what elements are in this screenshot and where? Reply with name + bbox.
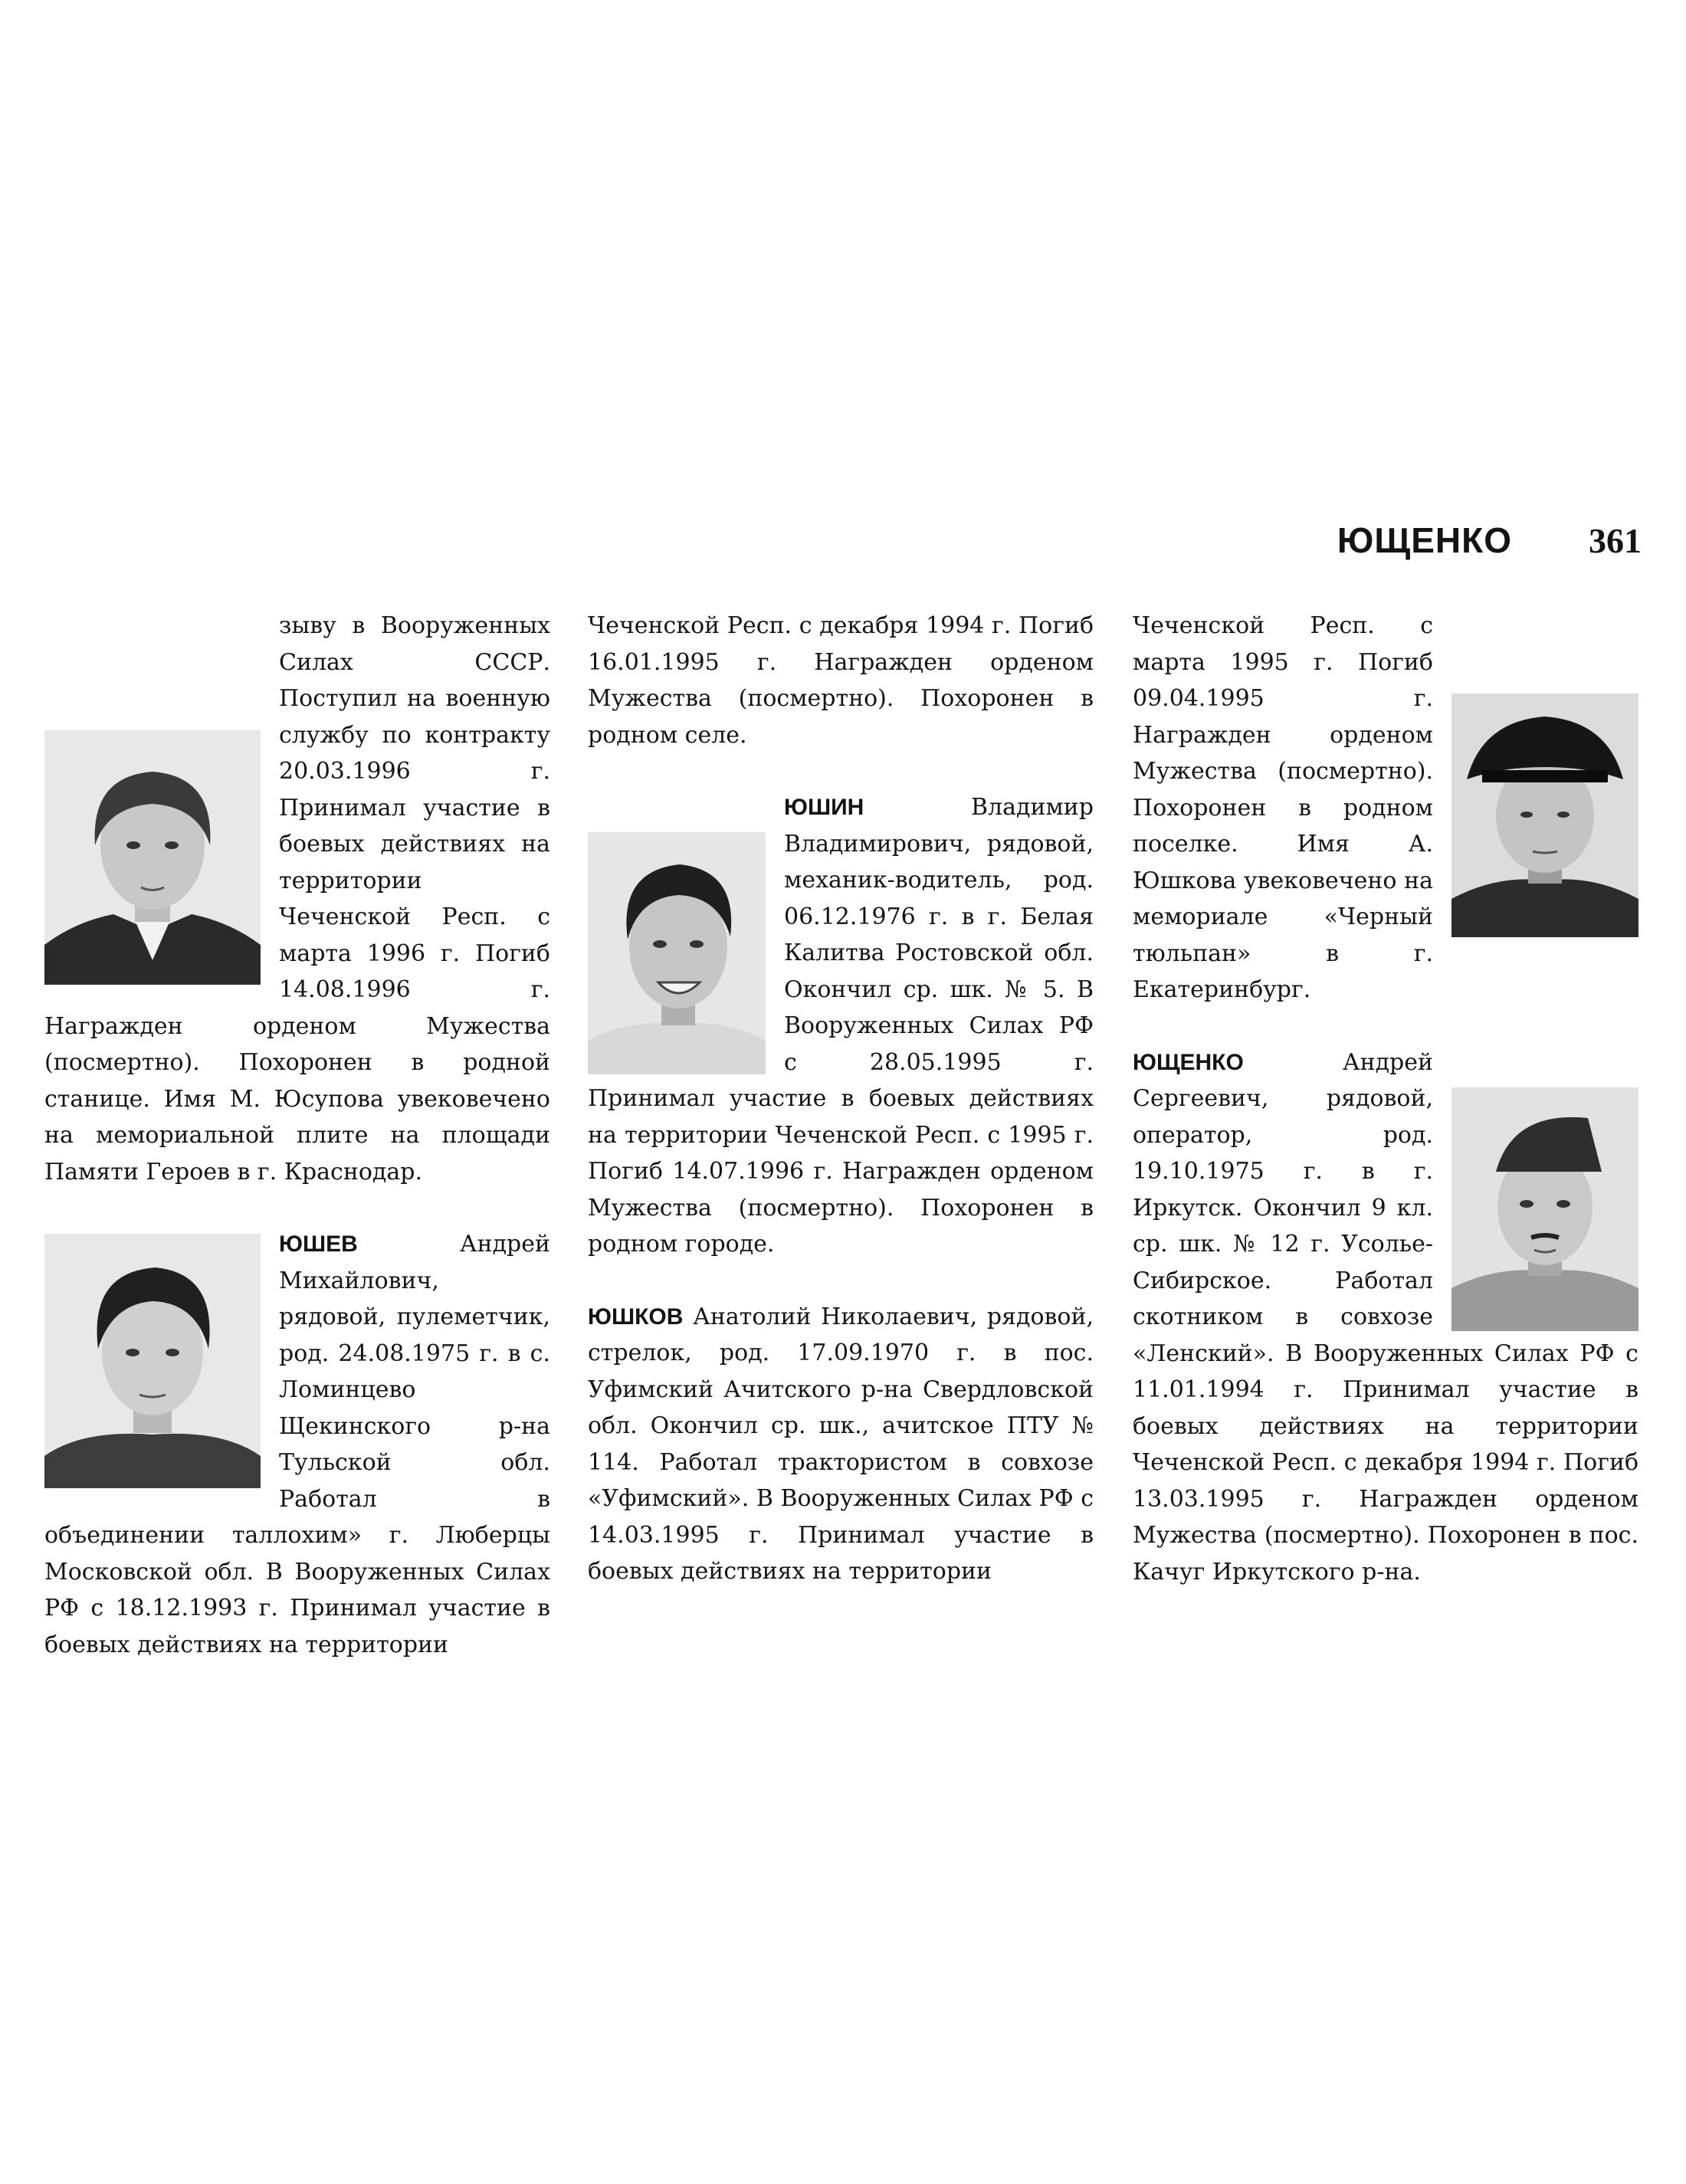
page-header — [1337, 520, 1642, 561]
page-number: 361 — [1589, 521, 1642, 560]
entry-surname: ЮЩЕНКО — [1133, 1049, 1244, 1075]
portrait-photo-yushchenko — [1451, 1087, 1638, 1331]
entry-surname: ЮШЕВ — [279, 1231, 358, 1257]
entry-text: Анатолий Николаевич, рядовой, стрелок, род. 17.09.1970 г. в пос. Уфимский Ачитского р-на Свердловской обл. Окончил ср. шк., ачитское ПТУ № 114. Работал трактористом в совхозе «Уфимский». В Вооруженных Силах РФ с 14.03.1995 г. Принимал участие в боевых действиях на территории — [588, 1303, 1094, 1585]
entry-yushkov-continued — [1133, 608, 1638, 1008]
entry-text: Чеченской Респ. с марта 1995 г. Погиб 09.04.1995 г. Награжден орденом Мужества (посмертно). Похоронен в родном поселке. Имя А. Юшкова увековечено на мемориале «Черный тюльпан» в г. Екатеринбург. — [1133, 612, 1433, 1003]
running-head: ЮЩЕНКО — [1337, 520, 1512, 560]
portrait-photo-yusupov — [44, 730, 261, 985]
entry-text: Владимир Владимирович, рядовой, механик-водитель, род. 06.12.1976 г. в г. Белая Калитва Ростовской обл. Окончил ср. шк. № 5. В Вооруженных Силах РФ с 28.05.1995 г. Принимал участие в боевых действиях на территории Чеченской Респ. с 1995 г. Погиб 14.07.1996 г. Награжден орденом Мужества (посмертно). Похоронен в родном городе. — [588, 794, 1094, 1258]
entry-yushkov-sr-continued — [588, 608, 1094, 753]
entry-text: зыву в Вооруженных Силах СССР. Поступил на военную службу по контракту 20.03.1996 г. Принимал участие в боевых действиях на территории Чеченской Респ. с марта 1996 г. Погиб 14.08.1996 г. Награжден орденом Мужества (посмертно). Похоронен в родной станице. Имя М. Юсупова увековечено на мемориальной плите на площади Памяти Героев в г. Краснодар. — [44, 612, 550, 1185]
entry-text: Андрей Сергеевич, рядовой, оператор, род. 19.10.1975 г. в г. Иркутск. Окончил 9 кл. ср. шк. № 12 г. Усолье-Сибирское. Работал скотником в совхозе «Ленский». В Вооруженных Силах РФ с 11.01.1994 г. Принимал участие в боевых действиях на территории Чеченской Респ. с декабря 1994 г. Погиб 13.03.1995 г. Награжден орденом Мужества (посмертно). Похоронен в пос. Качуг Иркутского р-на. — [1133, 1048, 1638, 1586]
column-1 — [44, 608, 550, 1663]
entry-surname: ЮШКОВ — [588, 1304, 684, 1330]
entry-surname: ЮШИН — [784, 795, 864, 820]
entry-yushin — [588, 789, 1094, 1263]
entry-yushchenko — [1133, 1044, 1638, 1591]
column-3 — [1133, 608, 1638, 1590]
entry-yushkov — [588, 1299, 1094, 1590]
entry-yushev — [44, 1226, 550, 1663]
entry-text: Чеченской Респ. с декабря 1994 г. Погиб 16.01.1995 г. Награжден орденом Мужества (посмертно). Похоронен в родном селе. — [588, 612, 1094, 749]
entry-text: Андрей Михайлович, рядовой, пулеметчик, род. 24.08.1975 г. в с. Ломинцево Щекинского р-на Тульской обл. Работал в объединении таллохим» г. Люберцы Московской обл. В Вооруженных Силах РФ с 18.12.1993 г. Принимал участие в боевых действиях на территории — [44, 1231, 550, 1658]
column-2 — [588, 608, 1094, 1590]
portrait-photo-yushkov — [1451, 694, 1638, 937]
portrait-photo-yushin — [588, 832, 766, 1074]
entry-yusupov-continued — [44, 608, 550, 1190]
portrait-photo-yushev — [44, 1234, 261, 1488]
